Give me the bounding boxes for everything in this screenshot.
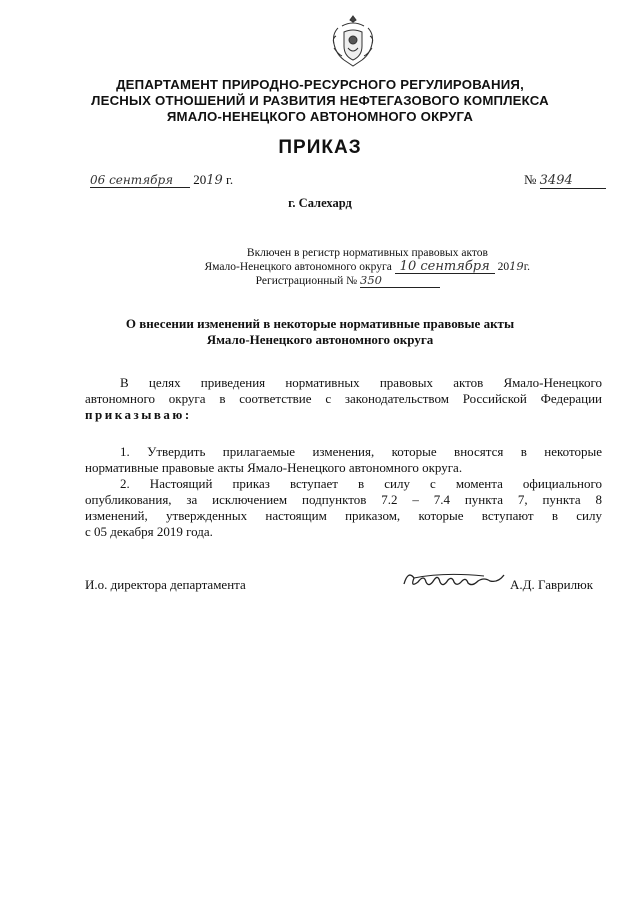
intro-line-1: В целях приведения нормативных правовых актов Ямало-Ненецкого xyxy=(120,375,602,390)
subject-line-2: Ямало-Ненецкого автономного округа xyxy=(206,332,434,347)
item-2-line-4: с 05 декабря 2019 года. xyxy=(85,524,213,539)
registry-handwritten-number: 350 xyxy=(360,274,440,288)
signatory-name: А.Д. Гаврилюк xyxy=(510,577,594,592)
registry-line-3 xyxy=(200,274,530,288)
order-word: приказываю: xyxy=(85,407,192,422)
document-title: ПРИКАЗ xyxy=(278,137,362,158)
item-2-line-3: изменений, утвержденных настоящим приказом, которые вступают в силу xyxy=(85,508,602,523)
year-suffix: г. xyxy=(226,172,234,187)
registry-line-1: Включен в регистр нормативных правовых актов xyxy=(246,247,488,259)
city: г. Салехард xyxy=(288,196,352,210)
registry-handwritten-year: 19 xyxy=(509,259,524,273)
item-1-line-1: 1. Утвердить прилагаемые изменения, которые вносятся в некоторые xyxy=(120,444,602,459)
department-name-line-2: ЛЕСНЫХ ОТНОШЕНИЙ И РАЗВИТИЯ НЕФТЕГАЗОВОГО КОМПЛЕКСА xyxy=(91,93,549,108)
department-name-line-3: ЯМАЛО-НЕНЕЦКОГО АВТОНОМНОГО ОКРУГА xyxy=(166,109,474,124)
item-2-line-2: опубликования, за исключением подпунктов 7.2 – 7.4 пункта 7, пункта 8 xyxy=(85,492,602,507)
year-prefix: 20 xyxy=(193,172,207,187)
registry-stamp xyxy=(200,247,530,288)
item-2-line-1: 2. Настоящий приказ вступает в силу с момента официального xyxy=(120,476,602,491)
subject-line-1: О внесении изменений в некоторые нормативные правовые акты xyxy=(125,316,515,331)
coat-of-arms-icon xyxy=(328,14,378,68)
registry-year-suffix: г. xyxy=(523,261,530,273)
registry-number-label: Регистрационный № xyxy=(255,275,358,287)
registry-line-2 xyxy=(200,260,530,274)
handwritten-year: 19 xyxy=(206,173,223,188)
order-date xyxy=(90,172,233,188)
handwritten-signature xyxy=(400,566,510,594)
signatory-position: И.о. директора департамента xyxy=(85,577,246,592)
item-1-line-2: нормативные правовые акты Ямало-Ненецкого автономного округа. xyxy=(85,460,463,475)
registry-year-prefix: 20 xyxy=(497,261,510,273)
registry-handwritten-date: 10 сентября xyxy=(395,260,495,274)
handwritten-number: 3494 xyxy=(540,173,606,189)
handwritten-date: 06 сентября xyxy=(90,173,190,188)
number-sign: № xyxy=(524,172,537,187)
intro-line-2: автономного округа в соответствие с законодательством Российской Федерации xyxy=(85,391,602,406)
registry-region: Ямало-Ненецкого автономного округа xyxy=(204,261,392,273)
department-name-line-1: ДЕПАРТАМЕНТ ПРИРОДНО-РЕСУРСНОГО РЕГУЛИРОВАНИЯ, xyxy=(116,77,524,92)
order-number xyxy=(524,172,606,189)
